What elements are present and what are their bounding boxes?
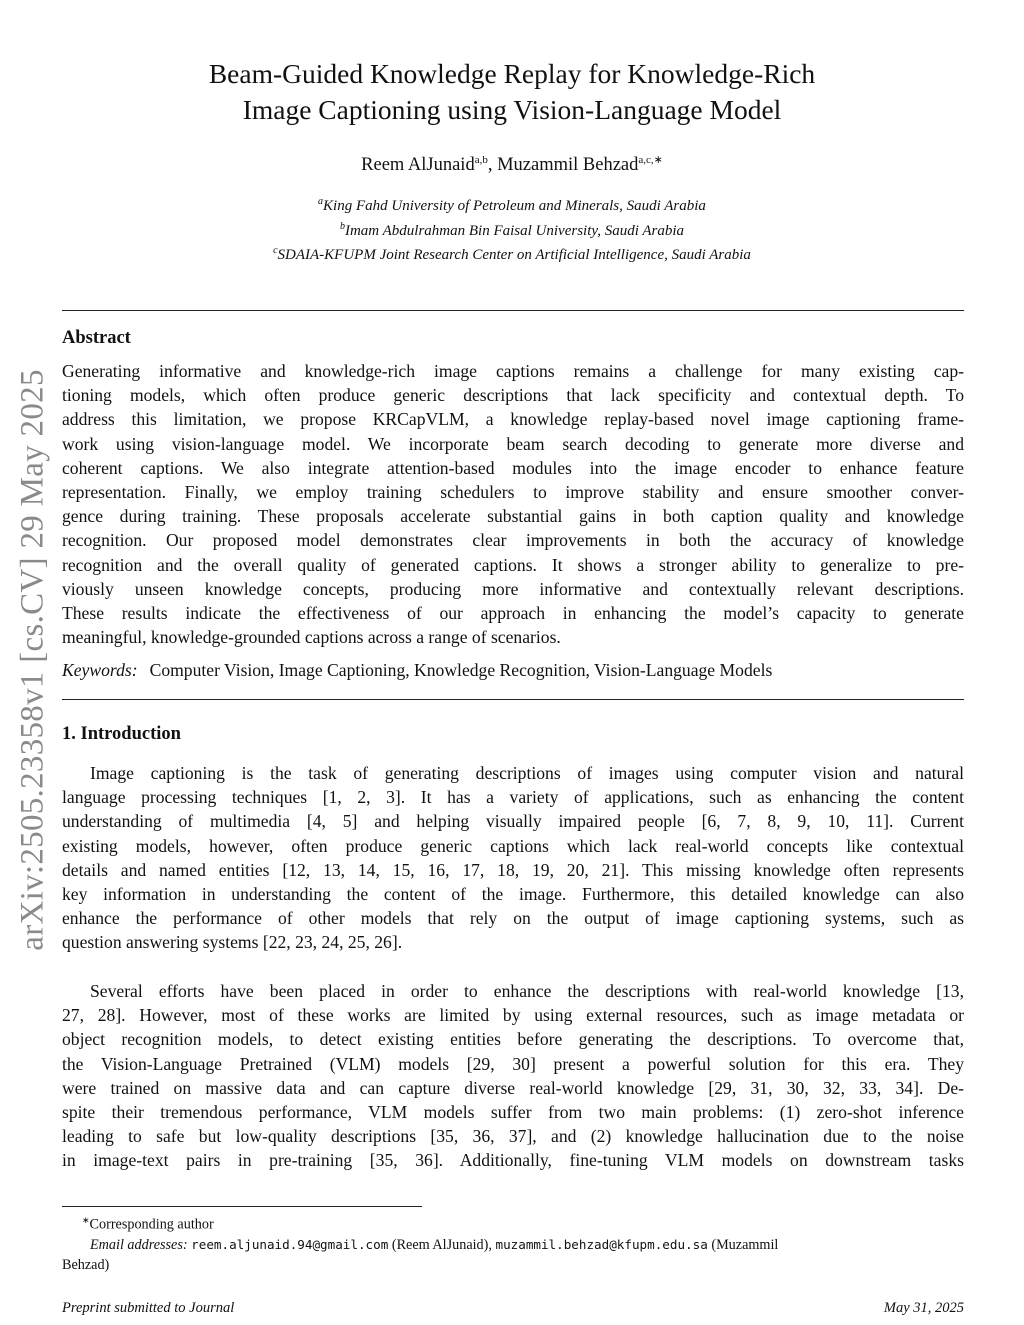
keywords <box>62 660 964 681</box>
abstract-text <box>62 359 964 649</box>
footnote-mark: ∗ <box>82 1215 90 1225</box>
affiliation: $^c$SDAIA-KFUPM Joint Research Center on Artificial Intelligence, Saudi Arabia <box>273 245 751 263</box>
abstract-bottom-rule <box>62 699 964 700</box>
title-line: Image Captioning using Vision-Language Model <box>242 94 782 125</box>
intro-paragraph-2 <box>62 979 964 1173</box>
text-line: understanding of multimedia [4, 5] and helping visually impaired people [6, 7, 8, 9, 10, 11]. Current <box>62 811 964 832</box>
author-separator: , <box>487 155 498 176</box>
author-list <box>100 153 924 176</box>
email-line: Email addresses: reem.aljunaid.94@gmail.com (Reem AlJunaid), muzammil.behzad@kfupm.edu.sa (Muzammil <box>90 1236 779 1253</box>
abstract-top-rule <box>62 310 964 311</box>
text-line: Image captioning is the task of generating descriptions of images using computer vision and natural <box>90 763 964 783</box>
affiliation-mark: a <box>318 196 324 207</box>
text-line: representation. Finally, we employ training schedulers to improve stability and ensure smoother conver- <box>62 482 964 503</box>
email-link[interactable]: muzammil.behzad@kfupm.edu.sa <box>495 1236 708 1252</box>
text-line: recognition and the overall quality of generated captions. It shows a stronger ability to generalize to pre- <box>62 554 964 575</box>
paper-title <box>100 56 924 128</box>
affiliation: $^a$King Fahd University of Petroleum and Minerals, Saudi Arabia <box>318 196 706 214</box>
text-line: details and named entities [12, 13, 14, 15, 16, 17, 18, 19, 20, 21]. This missing knowledge often represents <box>62 859 964 880</box>
author-name: Reem AlJunaid <box>361 155 475 176</box>
author-name: Muzammil Behzad <box>497 155 639 176</box>
text-line: language processing techniques [1, 2, 3]. It has a variety of applications, such as enhancing the content <box>62 787 964 808</box>
preprint-date: May 31, 2025 <box>883 1300 964 1316</box>
email-label: Email addresses: <box>90 1236 188 1253</box>
affiliation: $^b$Imam Abdulrahman Bin Faisal University, Saudi Arabia <box>339 220 685 239</box>
keywords-text: Computer Vision, Image Captioning, Knowledge Recognition, Vision-Language Models <box>149 660 773 680</box>
affiliation-list <box>100 192 924 266</box>
affiliation-mark: b <box>339 220 345 232</box>
text-line: key information in understanding the content of the image. Furthermore, this detailed knowledge can also <box>62 884 964 905</box>
text-line: These results indicate the effectiveness of our approach in enhancing the model’s capacity to generate <box>62 603 964 624</box>
email-line-cont: Behzad) <box>62 1256 110 1273</box>
title-line: Beam-Guided Knowledge Replay for Knowledge-Rich <box>208 58 816 89</box>
text-line: Generating informative and knowledge-rich image captions remains a challenge for many existing cap- <box>62 361 964 381</box>
text-line: tioning models, which often produce generic descriptions that lack specificity and contextual depth. To <box>62 385 964 406</box>
text-line: object recognition models, to detect existing entities before generating the descriptions. To overcome that, <box>62 1029 964 1050</box>
arxiv-identifier[interactable]: arXiv:2505.23358v1 [cs.CV] 29 May 2025 <box>14 369 51 951</box>
abstract-heading: Abstract <box>62 328 131 348</box>
introduction-heading: 1. Introduction <box>62 724 181 744</box>
text-line: coherent captions. We also integrate attention-based modules into the image encoder to enhance feature <box>62 457 964 478</box>
text-line: leading to safe but low-quality descriptions [35, 36, 37], and (2) knowledge hallucination due to the noise <box>62 1126 964 1147</box>
text-line: in image-text pairs in pre-training [35, 36]. Additionally, fine-tuning VLM models on downstream tasks <box>62 1150 964 1171</box>
corresponding-note: ∗Corresponding author <box>82 1215 214 1233</box>
affiliation-mark: c <box>273 245 278 256</box>
footnote <box>62 1210 964 1275</box>
intro-paragraph-1 <box>62 761 964 955</box>
email-link[interactable]: reem.aljunaid.94@gmail.com <box>191 1236 389 1252</box>
text-line: address this limitation, we propose KRCapVLM, a knowledge replay-based novel image captioning frame- <box>62 409 964 430</box>
author-affil-marks: a,b <box>474 154 488 166</box>
text-line: spite their tremendous performance, VLM models suffer from two main problems: (1) zero-shot inference <box>62 1102 964 1123</box>
text-line: Several efforts have been placed in order to enhance the descriptions with real-world knowledge [13, <box>90 981 964 1001</box>
footnote-rule <box>62 1206 422 1207</box>
text-line: recognition. Our proposed model demonstrates clear improvements in both the accuracy of knowledge <box>62 530 964 551</box>
keywords-label: Keywords: <box>62 660 138 680</box>
text-line: work using vision-language model. We incorporate beam search decoding to generate more diverse and <box>62 433 964 454</box>
arxiv-stamp <box>8 360 58 960</box>
preprint-note: Preprint submitted to Journal <box>62 1300 235 1316</box>
author-affil-marks: a,c,∗ <box>638 154 663 166</box>
text-line: the Vision-Language Pretrained (VLM) models [29, 30] present a powerful solution for this era. They <box>62 1053 964 1074</box>
text-line: existing models, however, often produce generic captions which lack real-world concepts like contextual <box>62 835 964 856</box>
text-line: gence during training. These proposals accelerate substantial gains in both caption quality and knowledge <box>62 506 964 527</box>
text-line: meaningful, knowledge-grounded captions across a range of scenarios. <box>62 627 561 648</box>
text-line: enhance the performance of other models that rely on the output of image captioning systems, such as <box>62 908 964 929</box>
text-line: viously unseen knowledge concepts, producing more informative and contextually relevant descriptions. <box>62 578 964 599</box>
text-line: question answering systems [22, 23, 24, 25, 26]. <box>62 932 403 953</box>
text-line: were trained on massive data and can capture diverse real-world knowledge [29, 31, 30, 32, 33, 34]. De- <box>62 1077 964 1098</box>
text-line: 27, 28]. However, most of these works are limited by using external resources, such as image metadata or <box>62 1005 964 1026</box>
